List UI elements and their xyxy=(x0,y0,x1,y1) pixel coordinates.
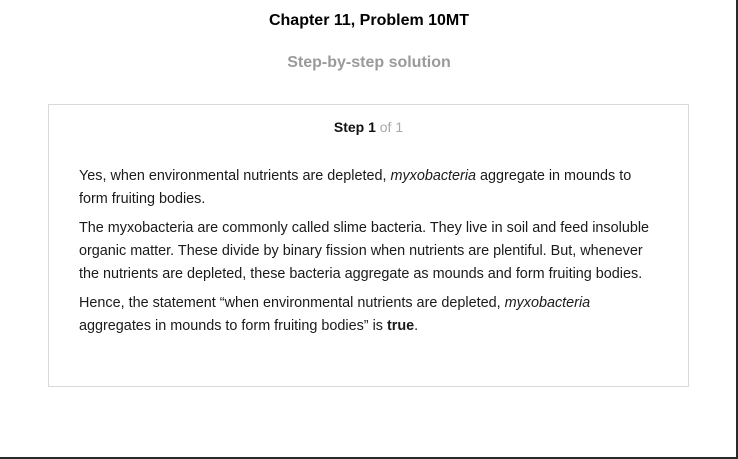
conclusion-organism-name: myxobacteria xyxy=(504,295,591,311)
solution-subtitle: Step-by-step solution xyxy=(287,54,451,71)
answer-organism-name: myxobacteria xyxy=(390,168,477,184)
conclusion-text-end: . xyxy=(414,318,419,334)
conclusion-verdict: true xyxy=(386,318,415,334)
page-title: Chapter 11, Problem 10MT xyxy=(268,12,470,29)
answer-text-end: aggregate in mounds to form fruiting bodies. xyxy=(79,168,632,207)
step-total: of 1 xyxy=(379,119,404,135)
step-content xyxy=(79,165,664,344)
step-header xyxy=(49,119,688,135)
conclusion-paragraph xyxy=(79,292,664,338)
conclusion-text-start: Hence, the statement “when environmental nutrients are depleted, xyxy=(79,295,505,311)
answer-paragraph xyxy=(79,165,664,211)
answer-text-start: Yes, when environmental nutrients are depleted, xyxy=(79,168,391,184)
step-number: Step 1 xyxy=(333,119,376,135)
step-card xyxy=(48,104,689,387)
conclusion-text-middle: aggregates in mounds to form fruiting bodies” is xyxy=(79,318,387,334)
explanation-paragraph: The myxobacteria are commonly called slime bacteria. They live in soil and feed insoluble organic matter. These divide by binary fission when nutrients are plentiful. But, whenever the nutrients are depleted, these bacteria aggregate as mounds and form fruiting bodies. xyxy=(79,220,650,282)
